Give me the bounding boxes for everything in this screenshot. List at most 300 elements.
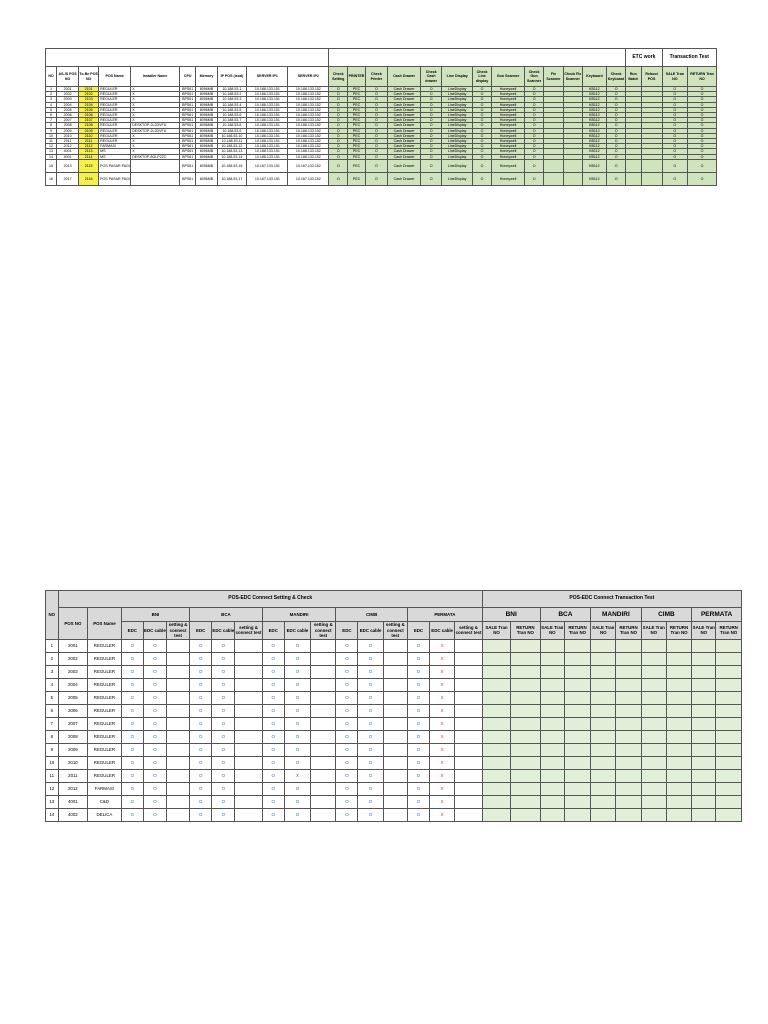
check-cell: O	[262, 756, 284, 769]
pos-name: REGULER	[88, 717, 122, 730]
no-header: NO	[46, 591, 59, 640]
transaction-cell	[511, 730, 540, 743]
transaction-cell	[716, 639, 742, 652]
table-cell: O	[473, 87, 492, 92]
table-cell: Cash Drawer	[387, 139, 420, 144]
table-cell: PEC	[348, 118, 366, 123]
transaction-cell	[591, 782, 616, 795]
check-cell	[311, 769, 336, 782]
transaction-cell	[616, 808, 641, 821]
table-cell: O	[688, 92, 717, 97]
table-cell: BPS61	[179, 97, 196, 102]
table-cell: O	[365, 113, 387, 118]
table-cell: O	[421, 87, 442, 92]
table-cell: 13	[46, 149, 57, 154]
check-cell	[166, 795, 189, 808]
pos-edc-table	[45, 590, 742, 822]
col-header: Gun Scanner	[491, 67, 524, 87]
transaction-cell	[564, 769, 590, 782]
table-row	[46, 808, 742, 821]
table-cell: PEC	[348, 172, 366, 185]
check-cell: O	[121, 678, 143, 691]
table-cell: O	[421, 159, 442, 172]
check-cell	[235, 782, 262, 795]
table-cell: 10.188.133.152	[288, 107, 329, 112]
table-cell: BPS61	[179, 133, 196, 138]
transaction-cell	[641, 782, 666, 795]
table-cell: KB112	[582, 118, 606, 123]
transaction-cell	[511, 795, 540, 808]
table-cell: 10.188.53.2	[217, 92, 247, 97]
check-cell: O	[336, 730, 358, 743]
check-cell	[455, 717, 483, 730]
check-cell: O	[284, 756, 310, 769]
table-cell: LineDisplay	[442, 123, 473, 128]
transaction-cell	[716, 704, 742, 717]
transaction-cell	[540, 769, 564, 782]
table-cell: O	[421, 128, 442, 133]
table-cell: O	[365, 102, 387, 107]
check-cell	[311, 730, 336, 743]
table-cell: KB112	[582, 87, 606, 92]
table-cell: KB112	[582, 154, 606, 159]
transaction-cell	[511, 704, 540, 717]
bank-header-trans: CIMB	[641, 608, 692, 622]
transaction-cell	[591, 639, 616, 652]
transaction-cell	[591, 704, 616, 717]
pos-no: 2001	[58, 639, 87, 652]
table-cell: O	[607, 159, 626, 172]
check-cell: O	[284, 782, 310, 795]
table-cell: DESKTOP-2L2DVFU	[131, 128, 180, 133]
check-cell: O	[284, 808, 310, 821]
table-cell: PEC	[348, 149, 366, 154]
table-cell: O	[329, 87, 348, 92]
setting-subheader: setting & connect test	[166, 622, 189, 640]
transaction-cell	[482, 756, 510, 769]
table-cell: O	[688, 128, 717, 133]
table-cell: 10.188.133.151	[247, 154, 288, 159]
transaction-cell	[666, 678, 691, 691]
transaction-cell	[666, 795, 691, 808]
transaction-cell	[511, 756, 540, 769]
table-cell: LineDisplay	[442, 133, 473, 138]
check-cell: O	[407, 665, 429, 678]
table-cell: 8096MB	[196, 149, 217, 154]
bank-header-setting: PERMATA	[407, 608, 482, 622]
table-row	[46, 639, 742, 652]
trans-subheader: SALE Tran NO	[591, 622, 616, 640]
transaction-cell	[641, 639, 666, 652]
table-cell: 10.188.53.3	[217, 97, 247, 102]
pos-name: REGULER	[88, 704, 122, 717]
check-cell: O	[143, 639, 166, 652]
transaction-cell	[616, 691, 641, 704]
check-cell	[235, 795, 262, 808]
table-cell: POS PASAR PAGI	[99, 172, 131, 185]
transaction-cell	[666, 743, 691, 756]
transaction-cell	[692, 691, 716, 704]
transaction-cell	[540, 704, 564, 717]
transaction-cell	[716, 678, 742, 691]
pos-no: 2007	[58, 717, 87, 730]
table-cell: 10.188.133.151	[247, 144, 288, 149]
transaction-cell	[641, 691, 666, 704]
table-cell: O	[473, 118, 492, 123]
table-cell: O	[473, 154, 492, 159]
table-cell: O	[365, 118, 387, 123]
pos-name: REGULER	[88, 665, 122, 678]
table-cell: 10.167.133.151	[247, 172, 288, 185]
check-cell: O	[143, 730, 166, 743]
check-cell: O	[407, 678, 429, 691]
check-cell	[455, 652, 483, 665]
table-row	[46, 795, 742, 808]
check-cell	[235, 652, 262, 665]
check-cell	[235, 756, 262, 769]
transaction-cell	[540, 717, 564, 730]
check-cell: O	[212, 652, 235, 665]
table-cell: O	[329, 128, 348, 133]
transaction-cell	[564, 808, 590, 821]
pos-name: REGULER	[88, 639, 122, 652]
check-cell	[166, 639, 189, 652]
check-cell: O	[212, 665, 235, 678]
check-cell: O	[284, 678, 310, 691]
table-cell: 2106	[79, 113, 99, 118]
check-cell	[455, 808, 483, 821]
transaction-cell	[641, 652, 666, 665]
table-cell: 10.188.53.7	[217, 118, 247, 123]
transaction-cell	[591, 717, 616, 730]
table-cell: O	[473, 113, 492, 118]
setting-check-title: POS-EDC Connect Setting & Check	[58, 591, 482, 608]
bank-header-setting: BNI	[121, 608, 189, 622]
col-header: PRINTER	[348, 67, 366, 87]
check-cell: O	[262, 743, 284, 756]
check-cell	[235, 717, 262, 730]
table-cell: O	[688, 149, 717, 154]
check-cell: O	[143, 665, 166, 678]
transaction-cell	[482, 743, 510, 756]
table-cell: BPS61	[179, 128, 196, 133]
check-cell: O	[121, 691, 143, 704]
bank-header-trans: MANDIRI	[591, 608, 642, 622]
transaction-cell	[564, 717, 590, 730]
table-cell: 10.188.133.151	[247, 118, 288, 123]
table-cell	[626, 172, 641, 185]
table-cell: O	[329, 102, 348, 107]
table-cell: POS PASAR PAGI	[99, 159, 131, 172]
table-cell: O	[662, 102, 687, 107]
table-cell: 2006	[57, 113, 79, 118]
table-cell: LineDisplay	[442, 172, 473, 185]
table-row	[46, 159, 717, 172]
table-cell: O	[662, 113, 687, 118]
check-cell	[235, 769, 262, 782]
check-cell	[383, 678, 407, 691]
check-cell: O	[212, 704, 235, 717]
table-cell: O	[365, 97, 387, 102]
table-cell: O	[525, 159, 544, 172]
table-cell: 10.188.133.151	[247, 149, 288, 154]
table-cell: O	[473, 133, 492, 138]
check-cell: O	[407, 769, 429, 782]
transaction-cell	[666, 691, 691, 704]
check-cell	[311, 756, 336, 769]
table-cell: Cash Drawer	[387, 102, 420, 107]
table-cell: O	[473, 102, 492, 107]
transaction-cell	[540, 639, 564, 652]
table-cell: X	[131, 97, 180, 102]
table-cell: 10.188.133.152	[288, 133, 329, 138]
pos-name: FARMASI	[88, 782, 122, 795]
table-cell: O	[365, 128, 387, 133]
transaction-cell	[482, 678, 510, 691]
pos-no: 4002	[58, 808, 87, 821]
table-cell: KB112	[582, 128, 606, 133]
table-cell: 10.188.133.151	[247, 97, 288, 102]
check-cell: X	[430, 743, 455, 756]
transaction-cell	[564, 730, 590, 743]
check-cell	[235, 678, 262, 691]
table-cell: PEC	[348, 139, 366, 144]
col-header: Memory	[196, 67, 217, 87]
table-cell: PEC	[348, 144, 366, 149]
col-header: AS-IS POS NO	[57, 67, 79, 87]
table-cell: O	[607, 154, 626, 159]
transaction-cell	[616, 743, 641, 756]
bank-header-row	[46, 608, 742, 616]
setting-subheader: EDC	[121, 622, 143, 640]
check-cell: O	[212, 730, 235, 743]
table-cell: REGULER	[99, 107, 131, 112]
transaction-cell	[591, 730, 616, 743]
group-blank-2	[329, 49, 626, 67]
check-cell	[166, 730, 189, 743]
table-cell: KB112	[582, 107, 606, 112]
transaction-cell	[540, 795, 564, 808]
check-cell: X	[430, 639, 455, 652]
table-cell: Honeywell	[491, 139, 524, 144]
table-cell: 10.167.133.152	[288, 159, 329, 172]
table-cell: O	[421, 144, 442, 149]
table-cell: O	[662, 107, 687, 112]
table-cell: 10.188.133.152	[288, 92, 329, 97]
check-cell: O	[336, 808, 358, 821]
check-cell: X	[284, 769, 310, 782]
table-cell: 2003	[57, 97, 79, 102]
check-cell: O	[407, 795, 429, 808]
table-cell: 2013	[57, 159, 79, 172]
check-cell: O	[336, 782, 358, 795]
transaction-cell	[692, 769, 716, 782]
check-cell	[455, 691, 483, 704]
table-cell: O	[688, 107, 717, 112]
check-cell	[166, 691, 189, 704]
table-cell: O	[329, 92, 348, 97]
check-cell: O	[262, 769, 284, 782]
transaction-cell	[511, 743, 540, 756]
pos-name: REGULER	[88, 730, 122, 743]
col-header: Check Gun Scanner	[525, 67, 544, 87]
transaction-cell	[482, 691, 510, 704]
table-cell: O	[607, 92, 626, 97]
table-cell: LineDisplay	[442, 149, 473, 154]
transaction-cell	[482, 665, 510, 678]
check-cell	[455, 795, 483, 808]
table-cell: O	[607, 113, 626, 118]
check-cell: O	[121, 795, 143, 808]
check-cell: O	[121, 717, 143, 730]
transaction-cell	[564, 639, 590, 652]
col-header: Line Display	[442, 67, 473, 87]
transaction-cell	[591, 769, 616, 782]
row-no: 9	[46, 743, 59, 756]
bank-header-setting: CIMB	[336, 608, 408, 622]
table-cell: REGULER	[99, 87, 131, 92]
transaction-cell	[511, 782, 540, 795]
table-cell: REGULER	[99, 102, 131, 107]
table-cell: O	[525, 172, 544, 185]
table-row	[46, 717, 742, 730]
table-cell: 2002	[57, 92, 79, 97]
table-cell: O	[607, 144, 626, 149]
trans-subheader: SALE Tran NO	[482, 622, 510, 640]
transaction-cell	[616, 704, 641, 717]
setting-subheader: EDC	[190, 622, 212, 640]
transaction-cell	[716, 652, 742, 665]
table-cell: O	[662, 118, 687, 123]
table-cell: BPS61	[179, 118, 196, 123]
check-cell: O	[262, 639, 284, 652]
table-cell: O	[365, 139, 387, 144]
table-cell: BPS61	[179, 172, 196, 185]
transaction-cell	[564, 782, 590, 795]
check-cell	[383, 652, 407, 665]
table-cell: O	[421, 92, 442, 97]
table-cell: PEC	[348, 87, 366, 92]
table-cell: 8096MB	[196, 97, 217, 102]
check-cell	[311, 717, 336, 730]
transaction-cell	[716, 730, 742, 743]
table-cell: Cash Drawer	[387, 149, 420, 154]
row-no: 7	[46, 717, 59, 730]
transaction-cell	[692, 782, 716, 795]
transaction-cell	[666, 665, 691, 678]
transaction-cell	[511, 665, 540, 678]
table-cell: O	[688, 172, 717, 185]
check-cell: X	[430, 665, 455, 678]
table-cell: O	[525, 133, 544, 138]
check-cell: O	[336, 795, 358, 808]
table-cell: 2102	[79, 92, 99, 97]
row-no: 5	[46, 691, 59, 704]
check-cell	[235, 639, 262, 652]
table-cell: PEC	[348, 154, 366, 159]
table-cell: O	[329, 107, 348, 112]
table-cell: PEC	[348, 133, 366, 138]
table-cell: MS	[99, 149, 131, 154]
table-cell: O	[525, 139, 544, 144]
table-cell: 2114	[79, 154, 99, 159]
transaction-cell	[540, 678, 564, 691]
table-cell: LineDisplay	[442, 144, 473, 149]
check-cell: O	[358, 665, 383, 678]
col-header: NO	[46, 67, 57, 87]
transaction-cell	[641, 756, 666, 769]
check-cell: O	[284, 665, 310, 678]
table-cell: O	[421, 154, 442, 159]
check-cell	[235, 665, 262, 678]
table-cell: 1	[46, 87, 57, 92]
table-cell: X	[131, 102, 180, 107]
check-cell: O	[358, 756, 383, 769]
table-cell: 10.188.53.4	[217, 102, 247, 107]
table-cell: O	[688, 133, 717, 138]
table-cell: 10.188.133.152	[288, 139, 329, 144]
col-header: Check Setting	[329, 67, 348, 87]
transaction-cell	[591, 678, 616, 691]
check-cell	[166, 808, 189, 821]
table-cell: KB112	[582, 159, 606, 172]
row-no: 3	[46, 665, 59, 678]
check-cell: O	[121, 730, 143, 743]
table-cell: O	[365, 107, 387, 112]
table-cell: O	[525, 154, 544, 159]
table-cell: 10.188.133.152	[288, 118, 329, 123]
check-cell: O	[212, 639, 235, 652]
check-cell: O	[190, 704, 212, 717]
check-cell: O	[190, 639, 212, 652]
table-cell: O	[473, 97, 492, 102]
check-cell: X	[430, 691, 455, 704]
pos-no: 2010	[58, 756, 87, 769]
col-header: Check Fix Scanner	[563, 67, 582, 87]
col-header: Keyboard	[582, 67, 606, 87]
table-cell: O	[688, 97, 717, 102]
table-cell: O	[662, 133, 687, 138]
header-row	[46, 67, 717, 87]
check-cell	[383, 639, 407, 652]
table-cell: 2112	[79, 144, 99, 149]
table-cell: 4	[46, 102, 57, 107]
transaction-cell	[540, 691, 564, 704]
table-cell: 10.188.53.8	[217, 123, 247, 128]
col-header: IP POS (Isod)	[217, 67, 247, 87]
table-cell: 10.188.133.152	[288, 97, 329, 102]
row-no: 2	[46, 652, 59, 665]
check-cell	[311, 665, 336, 678]
transaction-cell	[564, 743, 590, 756]
table-cell: 15	[46, 159, 57, 172]
pos-name-header: POS Name	[88, 608, 122, 640]
table-cell: Honeywell	[491, 113, 524, 118]
table-cell: Honeywell	[491, 149, 524, 154]
table-cell: 12	[46, 144, 57, 149]
col-header: Reboot POS	[641, 67, 662, 87]
check-cell: O	[190, 795, 212, 808]
transaction-test-title: POS-EDC Connect Transaction Test	[482, 591, 741, 608]
table-cell: KB112	[582, 172, 606, 185]
transaction-cell	[591, 665, 616, 678]
check-cell: O	[407, 808, 429, 821]
table-cell: LineDisplay	[442, 97, 473, 102]
table-cell: 10.167.133.152	[288, 172, 329, 185]
table-cell: BPS61	[179, 139, 196, 144]
table-cell: O	[473, 159, 492, 172]
check-cell	[455, 782, 483, 795]
